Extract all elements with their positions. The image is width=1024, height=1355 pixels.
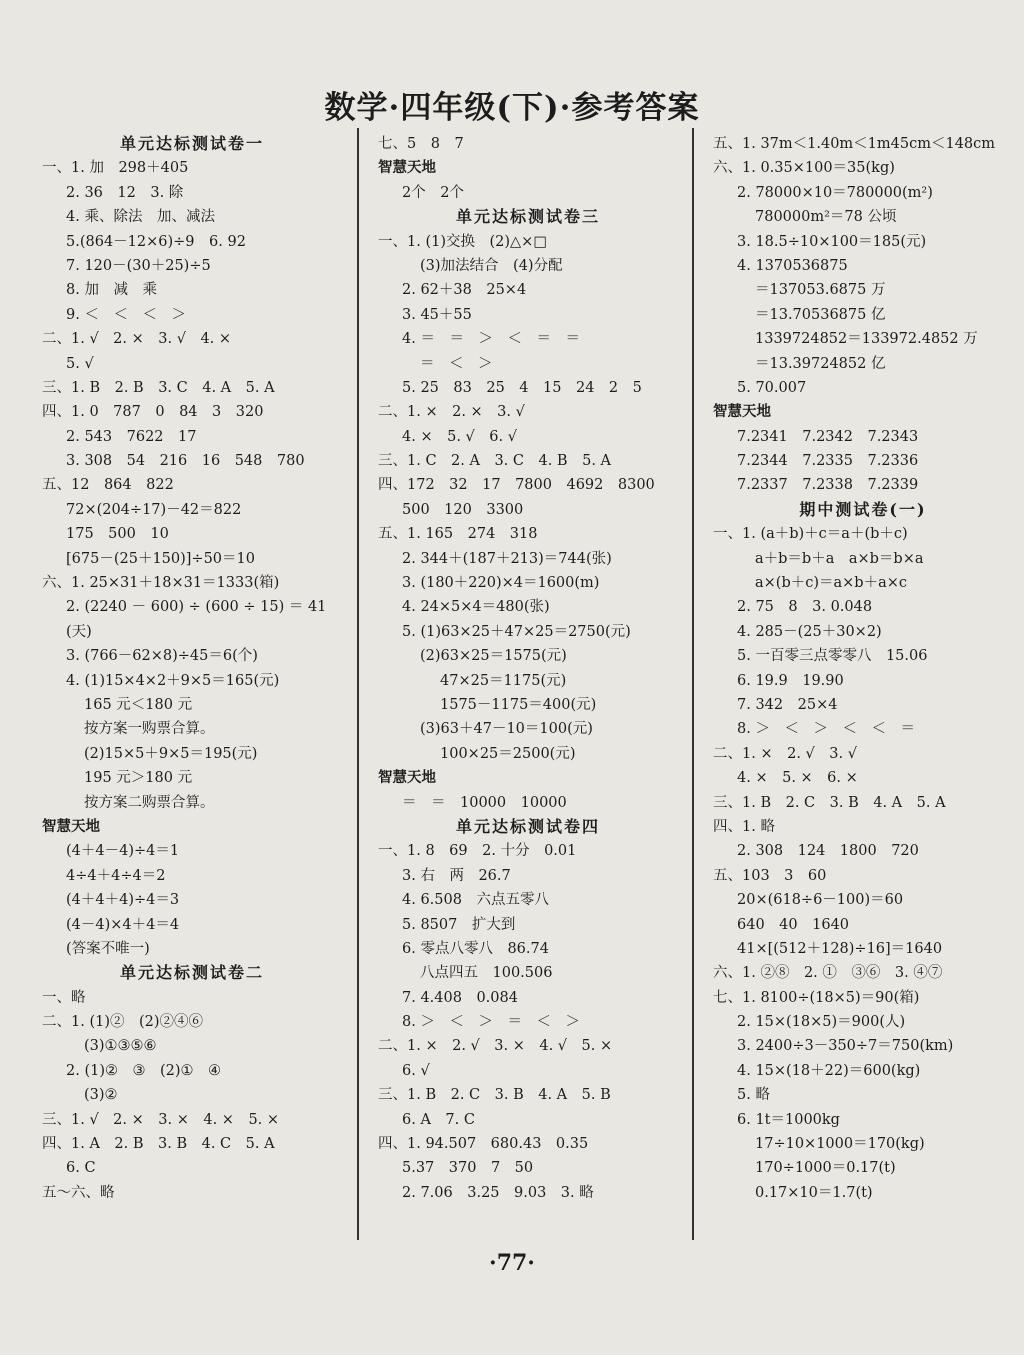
answer-line: 7.2337 7.2338 7.2339 bbox=[737, 477, 919, 494]
answer-line: 165 元＜180 元 bbox=[84, 696, 193, 713]
answer-line: (3)63＋47－10＝100(元) bbox=[420, 721, 593, 738]
answer-line: (4＋4＋4)÷4＝3 bbox=[66, 892, 180, 909]
subsection-label: 智慧天地 bbox=[378, 769, 436, 787]
answer-line: (天) bbox=[66, 623, 92, 640]
answer-line: 47×25＝1175(元) bbox=[440, 672, 567, 689]
answer-line: 6. √ bbox=[402, 1062, 430, 1079]
answer-line: 8. ＞ ＜ ＞ ＝ ＜ ＞ bbox=[402, 1014, 580, 1031]
column-divider bbox=[692, 128, 694, 1240]
answer-line: 7.2341 7.2342 7.2343 bbox=[737, 428, 919, 445]
answer-line: 5. 70.007 bbox=[737, 379, 807, 396]
answer-line: 5. 略 bbox=[737, 1087, 770, 1104]
answer-line: 8. 加 减 乘 bbox=[66, 282, 157, 299]
answer-line: (4－4)×4＋4＝4 bbox=[66, 916, 180, 933]
answer-line: 二、1. √ 2. × 3. √ 4. × bbox=[42, 331, 232, 348]
answer-line: 780000m²＝78 公顷 bbox=[755, 209, 897, 226]
answer-line: 一、1. 加 298＋405 bbox=[42, 160, 189, 177]
answer-line: (3)加法结合 (4)分配 bbox=[420, 257, 563, 274]
answer-line: ＝ ＝ 10000 10000 bbox=[402, 794, 567, 811]
answer-line: 5. (1)63×25＋47×25＝2750(元) bbox=[402, 623, 631, 640]
answer-line: 2个 2个 bbox=[402, 184, 464, 201]
answer-line: 3. 2400÷3－350÷7＝750(km) bbox=[737, 1038, 954, 1055]
answer-line: (2)15×5＋9×5＝195(元) bbox=[84, 745, 258, 762]
answer-line: a＋b＝b＋a a×b＝b×a bbox=[755, 550, 924, 567]
answer-line: 17÷10×1000＝170(kg) bbox=[755, 1136, 925, 1153]
answer-line: 4. × 5. √ 6. √ bbox=[402, 428, 517, 445]
answer-line: 2. 7.06 3.25 9.03 3. 略 bbox=[402, 1184, 594, 1201]
answer-line: ＝13.70536875 亿 bbox=[755, 306, 886, 323]
answer-line: 2. 308 124 1800 720 bbox=[737, 843, 919, 860]
answer-line: 2. 543 7622 17 bbox=[66, 428, 197, 445]
answer-line: 五～六、略 bbox=[42, 1184, 115, 1201]
answer-line: 2. 78000×10＝780000(m²) bbox=[737, 184, 933, 201]
section-heading: 期中测试卷(一) bbox=[799, 499, 927, 519]
answer-line: 4. ＝ ＝ ＞ ＜ ＝ ＝ bbox=[402, 331, 580, 348]
answer-line: 100×25＝2500(元) bbox=[440, 745, 576, 762]
answer-line: 4÷4＋4÷4＝2 bbox=[66, 867, 166, 884]
answer-line: 4. 24×5×4＝480(张) bbox=[402, 599, 550, 616]
answer-line: 三、1. B 2. C 3. B 4. A 5. B bbox=[378, 1087, 611, 1104]
answer-line: ＝ ＜ ＞ bbox=[420, 355, 493, 372]
answer-line: 2. 344＋(187＋213)＝744(张) bbox=[402, 550, 612, 567]
answer-line: 六、1. 25×31＋18×31＝1333(箱) bbox=[42, 575, 280, 592]
answer-line: 按方案二购票合算。 bbox=[84, 794, 215, 811]
answer-line: 4. 乘、除法 加、减法 bbox=[66, 209, 215, 226]
answer-line: 五、1. 165 274 318 bbox=[378, 526, 538, 543]
answer-line: 五、103 3 60 bbox=[713, 867, 827, 884]
answer-line: 72×(204÷17)－42＝822 bbox=[66, 501, 242, 518]
answer-line: 7. 342 25×4 bbox=[737, 696, 838, 713]
answer-line: 170÷1000＝0.17(t) bbox=[755, 1160, 896, 1177]
answer-line: 四、172 32 17 7800 4692 8300 bbox=[378, 477, 655, 494]
subsection-label: 智慧天地 bbox=[378, 159, 436, 177]
answer-line: 4. (1)15×4×2＋9×5＝165(元) bbox=[66, 672, 280, 689]
answer-line: 4. 285－(25＋30×2) bbox=[737, 623, 882, 640]
answer-line: (答案不唯一) bbox=[66, 940, 150, 957]
answer-line: 3. 18.5÷10×100＝185(元) bbox=[737, 233, 927, 250]
page-number: ·77· bbox=[489, 1250, 535, 1276]
answer-line: 八点四五 100.506 bbox=[420, 965, 553, 982]
answer-line: 四、1. 0 787 0 84 3 320 bbox=[42, 404, 264, 421]
answer-column-1 bbox=[42, 132, 342, 1205]
answer-line: (2)63×25＝1575(元) bbox=[420, 648, 567, 665]
answer-line: 2. 62＋38 25×4 bbox=[402, 282, 527, 299]
answer-line: 1575－1175＝400(元) bbox=[440, 696, 597, 713]
answer-line: 七、1. 8100÷(18×5)＝90(箱) bbox=[713, 989, 920, 1006]
answer-line: 5. 25 83 25 4 15 24 2 5 bbox=[402, 379, 642, 396]
answer-line: 2. 75 8 3. 0.048 bbox=[737, 599, 873, 616]
answer-line: 9. ＜ ＜ ＜ ＞ bbox=[66, 306, 186, 323]
answer-line: 5. 8507 扩大到 bbox=[402, 916, 516, 933]
answer-line: 四、1. 94.507 680.43 0.35 bbox=[378, 1136, 589, 1153]
answer-line: 6. 1t＝1000kg bbox=[737, 1111, 840, 1128]
answer-line: 三、1. C 2. A 3. C 4. B 5. A bbox=[378, 453, 612, 470]
answer-line: 二、1. × 2. √ 3. × 4. √ 5. × bbox=[378, 1038, 613, 1055]
answer-line: ＝13.39724852 亿 bbox=[755, 355, 886, 372]
answer-line: 4. 15×(18＋22)＝600(kg) bbox=[737, 1062, 921, 1079]
section-heading: 单元达标测试卷二 bbox=[119, 963, 264, 983]
answer-line: 5.37 370 7 50 bbox=[402, 1160, 534, 1177]
answer-line: 6. 19.9 19.90 bbox=[737, 672, 844, 689]
answer-line: 175 500 10 bbox=[66, 526, 169, 543]
answer-line: 2. 36 12 3. 除 bbox=[66, 184, 184, 201]
answer-line: 一、略 bbox=[42, 989, 86, 1006]
answer-line: 三、1. B 2. B 3. C 4. A 5. A bbox=[42, 379, 275, 396]
answer-line: 41×[(512＋128)÷16]＝1640 bbox=[737, 940, 943, 957]
answer-column-2 bbox=[378, 132, 678, 1205]
answer-line: 20×(618÷6－100)＝60 bbox=[737, 892, 904, 909]
answer-line: 2. 15×(18×5)＝900(人) bbox=[737, 1014, 906, 1031]
answer-line: 2. (1)② ③ (2)① ④ bbox=[66, 1062, 222, 1079]
answer-line: 8. ＞ ＜ ＞ ＜ ＜ ＝ bbox=[737, 721, 915, 738]
answer-line: 一、1. (1)交换 (2)△×□ bbox=[378, 233, 548, 250]
answer-line: 4. × 5. × 6. × bbox=[737, 770, 858, 787]
answer-line: 6. C bbox=[66, 1160, 96, 1177]
answer-line: 195 元＞180 元 bbox=[84, 770, 193, 787]
answer-line: 1339724852＝133972.4852 万 bbox=[755, 331, 978, 348]
subsection-label: 智慧天地 bbox=[713, 403, 771, 421]
answer-line: 3. (766－62×8)÷45＝6(个) bbox=[66, 648, 258, 665]
answer-line: 按方案一购票合算。 bbox=[84, 721, 215, 738]
answer-line: 6. A 7. C bbox=[402, 1111, 475, 1128]
column-divider bbox=[357, 128, 359, 1240]
answer-line: 3. 308 54 216 16 548 780 bbox=[66, 453, 305, 470]
answer-line: 六、1. 0.35×100＝35(kg) bbox=[713, 160, 895, 177]
answer-line: 五、12 864 822 bbox=[42, 477, 174, 494]
page-title: 数学·四年级(下)·参考答案 bbox=[324, 90, 700, 126]
answer-line: 2. (2240 － 600) ÷ (600 ÷ 15) ＝ 41 bbox=[66, 599, 327, 616]
answer-line: 七、5 8 7 bbox=[378, 136, 464, 152]
answer-line: a×(b＋c)＝a×b＋a×c bbox=[755, 575, 908, 592]
answer-line: 六、1. ②⑧ 2. ① ③⑥ 3. ④⑦ bbox=[713, 965, 943, 982]
answer-line: 二、1. (1)② (2)②④⑥ bbox=[42, 1014, 204, 1031]
answer-line: 5. √ bbox=[66, 355, 94, 372]
answer-line: 5. 一百零三点零零八 15.06 bbox=[737, 648, 928, 665]
answer-line: 三、1. √ 2. × 3. × 4. × 5. × bbox=[42, 1111, 280, 1128]
answer-line: 二、1. × 2. × 3. √ bbox=[378, 404, 525, 421]
answer-line: 3. (180＋220)×4＝1600(m) bbox=[402, 575, 600, 592]
answer-line: 640 40 1640 bbox=[737, 916, 850, 933]
answer-line: ＝137053.6875 万 bbox=[755, 282, 886, 299]
section-heading: 单元达标测试卷一 bbox=[119, 134, 264, 153]
answer-line: [675－(25＋150)]÷50＝10 bbox=[66, 550, 255, 567]
answer-line: 四、1. 略 bbox=[713, 818, 775, 835]
answer-line: 7. 4.408 0.084 bbox=[402, 989, 518, 1006]
answer-line: 5.(864－12×6)÷9 6. 92 bbox=[66, 233, 246, 250]
answer-line: (4＋4－4)÷4＝1 bbox=[66, 843, 180, 860]
answer-line: 7. 120－(30＋25)÷5 bbox=[66, 257, 211, 274]
answer-line: 四、1. A 2. B 3. B 4. C 5. A bbox=[42, 1136, 275, 1153]
answer-line: 500 120 3300 bbox=[402, 501, 524, 518]
answer-line: 0.17×10＝1.7(t) bbox=[755, 1184, 873, 1201]
answer-line: 五、1. 37m＜1.40m＜1m45cm＜148cm bbox=[713, 136, 996, 152]
answer-line: 一、1. (a＋b)＋c＝a＋(b＋c) bbox=[713, 526, 908, 543]
answer-line: 7.2344 7.2335 7.2336 bbox=[737, 453, 919, 470]
section-heading: 单元达标测试卷三 bbox=[455, 207, 600, 227]
answer-column-3 bbox=[713, 132, 1013, 1205]
section-heading: 单元达标测试卷四 bbox=[455, 816, 600, 836]
answer-line: 二、1. × 2. √ 3. √ bbox=[713, 745, 857, 762]
answer-line: 3. 45＋55 bbox=[402, 306, 472, 323]
answer-line: (3)①③⑤⑥ bbox=[84, 1038, 157, 1055]
answer-line: (3)② bbox=[84, 1087, 118, 1104]
answer-line: 4. 6.508 六点五零八 bbox=[402, 892, 549, 909]
answer-line: 一、1. 8 69 2. 十分 0.01 bbox=[378, 843, 577, 860]
answer-line: 3. 右 两 26.7 bbox=[402, 867, 511, 884]
answer-line: 6. 零点八零八 86.74 bbox=[402, 940, 549, 957]
answer-line: 三、1. B 2. C 3. B 4. A 5. A bbox=[713, 794, 946, 811]
answer-line: 4. 1370536875 bbox=[737, 257, 848, 274]
subsection-label: 智慧天地 bbox=[42, 817, 100, 835]
